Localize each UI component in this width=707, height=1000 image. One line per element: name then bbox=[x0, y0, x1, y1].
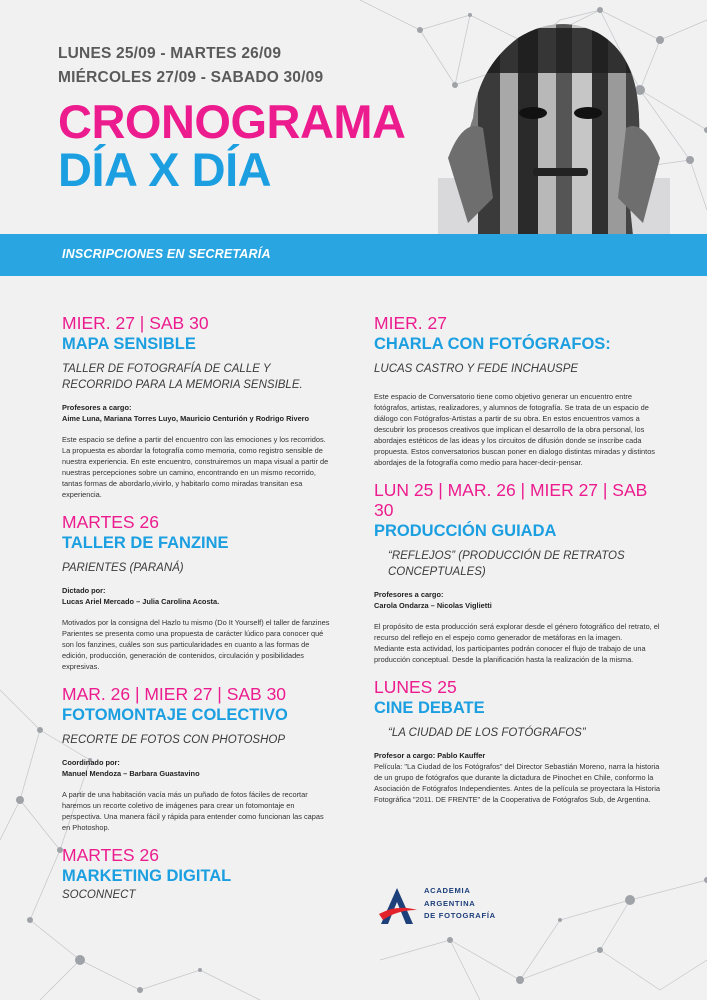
teachers-names: Lucas Ariel Mercado – Julia Carolina Acosta. bbox=[62, 597, 220, 606]
event-date: MIER. 27 | SAB 30 bbox=[62, 313, 209, 333]
event-description: A partir de una habitación vacía más un puñado de fotos fáciles de recortar haremos un recorte coletivo de imágenes para crear un fotomontaje en perspectiva. Una manera fácil y rápida para entender como funcionan las capas en Photoshop. bbox=[62, 790, 324, 832]
event-title: PRODUCCIÓN GUIADA bbox=[374, 522, 557, 540]
event-subtitle: RECORTE DE FOTOS CON PHOTOSHOP bbox=[62, 734, 286, 746]
event-subtitle: LUCAS CASTRO Y FEDE INCHAUSPE bbox=[374, 363, 579, 375]
event-marketing-digital bbox=[62, 845, 332, 903]
dates-line-2: MIÉRCOLES 27/09 - SABADO 30/09 bbox=[58, 69, 324, 86]
teachers-label: Profesor a cargo: Pablo Kauffer bbox=[374, 751, 486, 760]
event-description: Motivados por la consigna del Hazlo tu mismo (Do It Yourself) el taller de fanzines Parientes se presenta como una propuesta de carácter lúdico para conocer qué son los fanzines, cuáles son sus particularidades en cuanto a las formas de edición, producción, generación de contenidos, circulación y posibilidades expresivas. bbox=[62, 618, 330, 671]
event-title: MARKETING DIGITAL bbox=[62, 867, 232, 885]
event-description-2: Mediante esta actividad, los participantes podrán conocer el flujo de trabajo de una producción conceptual. Desde la planificación hasta la realización de la misma. bbox=[374, 644, 646, 664]
event-subtitle: PARIENTES (PARANÁ) bbox=[62, 562, 184, 574]
teachers-label: Profesores a cargo: bbox=[62, 403, 132, 412]
academy-logo-text bbox=[424, 885, 496, 923]
logo-line-2: ARGENTINA bbox=[424, 898, 476, 908]
event-description: Este espacio de Conversatorio tiene como objetivo generar un encuentro entre fotógrafos, artistas, realizadores, y alumnos de fotografía. Se trata de un espacio de diálogo con Fotógrafos-Artistas a partir de su obra. En estos encuentros vamos a descubrir los procesos creativos que implican el desarrollo de la obra personal, los abordajes estéticos de las ideas y los circuitos de difusión donde se inscribe cada propuesta. Estos conversatorios buscan poner en dialogo distintas miradas y distintos abordajes de la fotografía como medio para hacer-decir-pensar. bbox=[374, 392, 655, 467]
event-title: MAPA SENSIBLE bbox=[62, 335, 196, 353]
title-line-1: CRONOGRAMA bbox=[58, 95, 406, 148]
event-date: MARTES 26 bbox=[62, 845, 159, 865]
page-title bbox=[58, 95, 406, 196]
dates-line-1: LUNES 25/09 - MARTES 26/09 bbox=[58, 45, 282, 62]
event-fotomontaje bbox=[62, 684, 332, 833]
event-teachers bbox=[62, 585, 332, 607]
event-subtitle: SOCONNECT bbox=[62, 889, 136, 901]
event-charla bbox=[374, 313, 664, 468]
banner bbox=[0, 234, 707, 276]
event-description: Este espacio se define a partir del encuentro con las emociones y los recorridos. La propuesta es abordar la fotografía como memoria, como registro sensible de nuestra experiencia. En este encuentro, construiremos un mapa visual a partir de nuestras percepciones sobre un camino, encontrando en un mismo recorrido, tantas formas de abordarlo,vivirlo, y habitarlo como miradas transitan esa experiencia. bbox=[62, 435, 329, 499]
teachers-names: Aime Luna, Mariana Torres Luyo, Mauricio Centurión y Rodrigo Rivero bbox=[62, 414, 310, 423]
teachers-label: Profesores a cargo: bbox=[374, 590, 444, 599]
event-taller-fanzine bbox=[62, 512, 332, 672]
event-cine-debate bbox=[374, 677, 664, 805]
event-teachers bbox=[62, 757, 332, 779]
teachers-names: Carola Ondarza – Nicolas Viglietti bbox=[374, 601, 492, 610]
event-date: MAR. 26 | MIER 27 | SAB 30 bbox=[62, 684, 287, 704]
teachers-label: Coordinado por: bbox=[62, 758, 120, 767]
event-date: MARTES 26 bbox=[62, 512, 159, 532]
portrait-photo bbox=[438, 8, 670, 236]
event-description: Película: "La Ciudad de los Fotógrafos" del Director Sebastián Moreno, narra la historia de un grupo de fotógrafos que durante la dictadura de Pinochet en Chile, conformo la Asociación de Fotógrafos Independientes. Antes de la película se proyectara la Historia Fotográfica "2011. DE FRENTE" de la Cooperativa de Fotógrafos Sub, de Argentina. bbox=[374, 762, 660, 804]
logo-line-3: DE FOTOGRAFÍA bbox=[424, 911, 496, 920]
right-column bbox=[374, 313, 664, 817]
header-dates bbox=[58, 42, 323, 90]
event-date: LUNES 25 bbox=[374, 677, 457, 697]
event-teachers bbox=[62, 402, 332, 424]
teachers-names: Manuel Mendoza – Barbara Guastavino bbox=[62, 769, 200, 778]
left-column bbox=[62, 313, 332, 915]
logo-line-1: ACADEMIA bbox=[424, 886, 471, 895]
teachers-label: Dictado por: bbox=[62, 586, 106, 595]
event-subtitle: “REFLEJOS” (PRODUCCIÓN DE RETRATOS CONCEPTUALES) bbox=[388, 550, 625, 578]
event-description: El propósito de esta producción será explorar desde el género fotográfico del retrato, el recurso del reflejo en el espejo como generador de metáforas en la imagen. bbox=[374, 622, 660, 642]
event-title: TALLER DE FANZINE bbox=[62, 534, 229, 552]
banner-text: INSCRIPCIONES EN SECRETARÍA bbox=[62, 247, 271, 261]
event-subtitle: “LA CIUDAD DE LOS FOTÓGRAFOS” bbox=[388, 727, 586, 739]
title-line-2: DÍA X DÍA bbox=[58, 143, 272, 196]
event-title: CINE DEBATE bbox=[374, 699, 485, 717]
event-date: LUN 25 | MAR. 26 | MIER 27 | SAB 30 bbox=[374, 480, 648, 520]
event-title: CHARLA CON FOTÓGRAFOS: bbox=[374, 335, 611, 353]
event-mapa-sensible bbox=[62, 313, 332, 500]
event-date: MIER. 27 bbox=[374, 313, 447, 333]
event-produccion-guiada bbox=[374, 480, 664, 665]
event-teachers bbox=[374, 589, 664, 611]
event-subtitle: TALLER DE FOTOGRAFÍA DE CALLE Y RECORRIDO PARA LA MEMORIA SENSIBLE. bbox=[62, 363, 303, 391]
event-title: FOTOMONTAJE COLECTIVO bbox=[62, 706, 288, 724]
